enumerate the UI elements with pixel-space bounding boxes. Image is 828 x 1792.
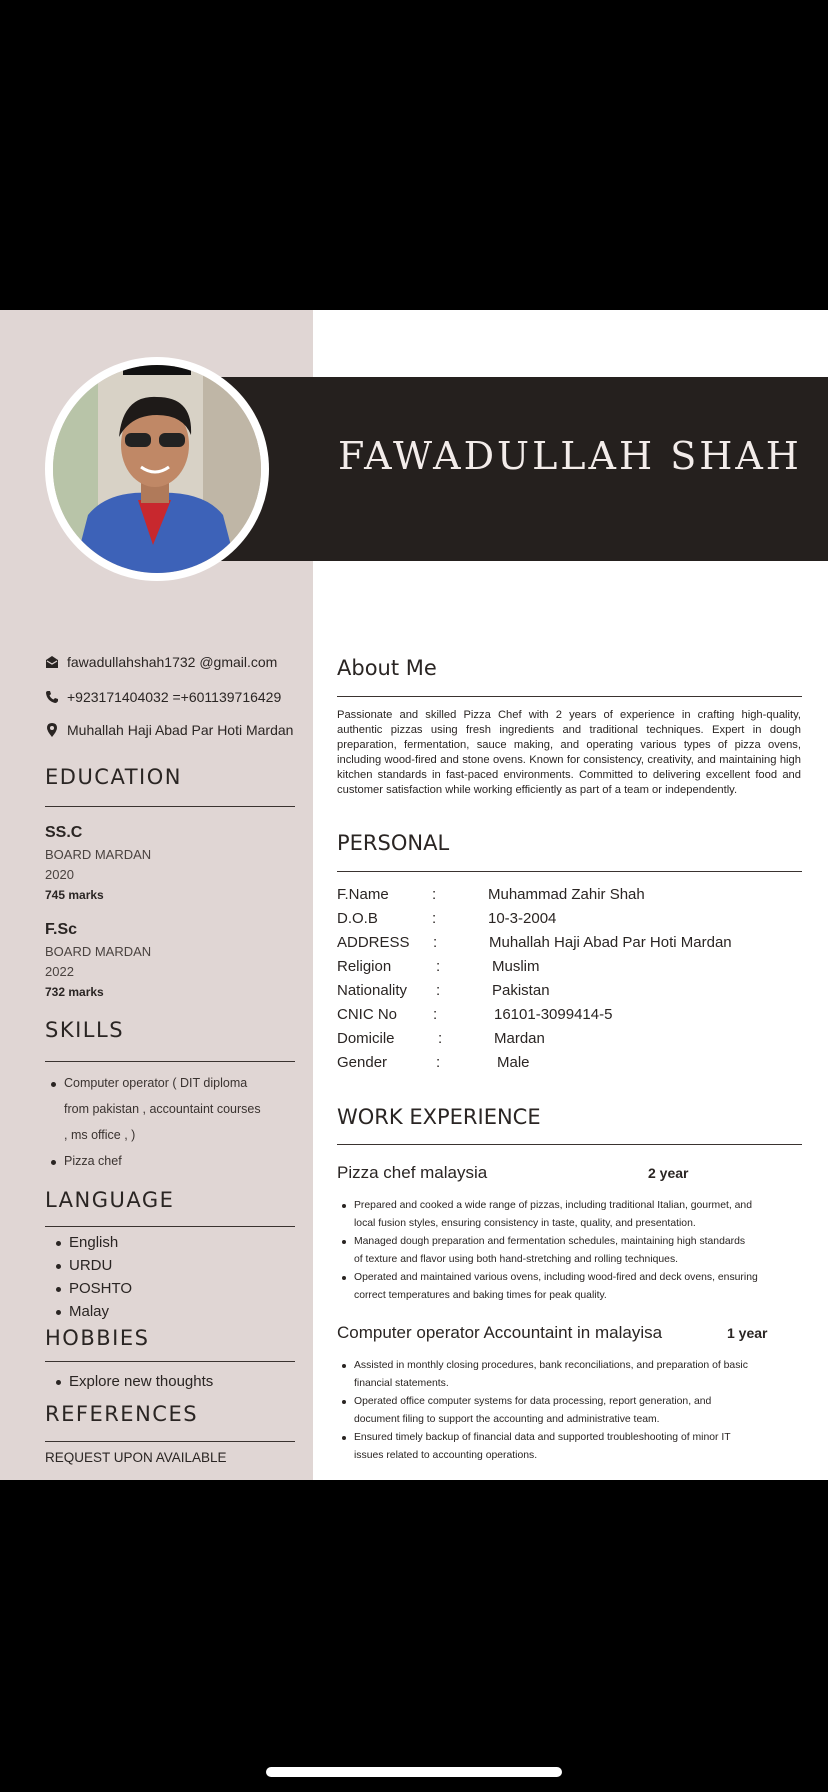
contact-phone[interactable]: [45, 689, 281, 705]
job-duration: 1 year: [727, 1325, 768, 1341]
personal-separator: :: [438, 1030, 443, 1047]
language-item: URDU: [69, 1257, 113, 1274]
references-divider: [45, 1441, 295, 1442]
location-pin-icon: [45, 723, 59, 737]
contact-email[interactable]: [45, 654, 277, 670]
bullet-line: Operated office computer systems for data processing, report generation, and: [354, 1396, 712, 1407]
job-title: Computer operator Accountaint in malayisa: [337, 1323, 663, 1342]
bullet-line: correct temperatures and baking times for peak quality.: [354, 1290, 607, 1301]
bullet-line: issues related to accounting operations.: [354, 1450, 538, 1461]
job-title: Pizza chef malaysia: [337, 1163, 488, 1182]
phone-text: +923171404032 =+601139716429: [67, 689, 282, 705]
bullet-line: document filing to support the accounting and administrative team.: [354, 1414, 660, 1425]
work-divider: [337, 1144, 802, 1145]
work-heading: WORK EXPERIENCE: [337, 1105, 541, 1129]
skills-divider: [45, 1061, 295, 1062]
hobbies-heading: HOBBIES: [45, 1326, 150, 1350]
bullet-line: financial statements.: [354, 1378, 449, 1389]
home-indicator[interactable]: [266, 1767, 562, 1777]
bullet-line: Managed dough preparation and fermentation schedules, maintaining high standards: [354, 1236, 746, 1247]
job-bullet: [354, 1233, 804, 1269]
job-bullet: [354, 1269, 804, 1305]
personal-divider: [337, 871, 802, 872]
personal-label: CNIC No: [337, 1006, 398, 1023]
personal-separator: :: [433, 1006, 438, 1023]
profile-photo: [53, 365, 261, 573]
bullet-line: Prepared and cooked a wide range of pizzas, including traditional Italian, gourmet, and: [354, 1200, 752, 1211]
skill-item-line: , ms office , ): [64, 1128, 136, 1142]
education-heading: EDUCATION: [45, 765, 182, 789]
bullet-line: Assisted in monthly closing procedures, bank reconciliations, and preparation of basic: [354, 1360, 748, 1371]
personal-separator: :: [436, 958, 441, 975]
education-board: BOARD MARDAN: [45, 944, 152, 959]
personal-label: Nationality: [337, 982, 408, 999]
about-heading: About Me: [337, 656, 437, 680]
education-marks: 732 marks: [45, 985, 104, 999]
bullet-line: Operated and maintained various ovens, including wood-fired and deck ovens, ensuring: [354, 1272, 758, 1283]
contact-address: [45, 722, 293, 738]
about-text: Passionate and skilled Pizza Chef with 2 years of experience in crafting high-quality, authentic pizzas using fresh ingredients and traditional techniques. Expert in dough preparation, fermentation, sauce making, and operating various types of pizza ovens, including wood-fired and stone ovens. Known for consistency, creativity, and maintaining high kitchen standards in fast-paced environments. Committed to delivering excellent food and customer satisfaction while working efficiently as part of a team or independently.: [337, 709, 801, 796]
skill-item-line: from pakistan , accountaint courses: [64, 1102, 261, 1116]
skill-item: Pizza chef: [64, 1154, 122, 1168]
references-text: REQUEST UPON AVAILABLE: [45, 1450, 227, 1465]
email-text: fawadullahshah1732 @gmail.com: [67, 654, 278, 670]
job-bullet: [354, 1357, 804, 1393]
personal-value: 10-3-2004: [488, 910, 557, 927]
resume-document: [0, 310, 828, 1480]
personal-separator: :: [436, 982, 441, 999]
about-divider: [337, 696, 802, 697]
education-divider: [45, 806, 295, 807]
language-heading: LANGUAGE: [45, 1188, 175, 1212]
personal-value: 16101-3099414-5: [494, 1006, 613, 1023]
language-item: POSHTO: [69, 1280, 133, 1297]
education-board: BOARD MARDAN: [45, 847, 152, 862]
education-degree: F.Sc: [45, 921, 78, 938]
hobbies-divider: [45, 1361, 295, 1362]
personal-value: Pakistan: [492, 982, 550, 999]
personal-value: Muhallah Haji Abad Par Hoti Mardan: [489, 934, 732, 951]
language-divider: [45, 1226, 295, 1227]
education-year: 2022: [45, 964, 74, 979]
job-bullet: [354, 1393, 804, 1429]
personal-label: Religion: [337, 958, 392, 975]
education-degree: SS.C: [45, 824, 83, 841]
personal-label: D.O.B: [337, 910, 378, 927]
education-year: 2020: [45, 867, 74, 882]
job-bullet: [354, 1197, 804, 1233]
personal-separator: :: [432, 886, 437, 903]
references-heading: REFERENCES: [45, 1402, 199, 1426]
personal-value: Male: [497, 1054, 530, 1071]
personal-separator: :: [433, 934, 438, 951]
personal-label: Gender: [337, 1054, 388, 1071]
personal-value: Muslim: [492, 958, 540, 975]
personal-label: ADDRESS: [337, 934, 410, 951]
skill-item: Computer operator ( DIT diploma: [64, 1076, 248, 1090]
personal-value: Muhammad Zahir Shah: [488, 886, 645, 903]
personal-separator: :: [436, 1054, 441, 1071]
skills-heading: SKILLS: [45, 1018, 125, 1042]
education-marks: 745 marks: [45, 888, 104, 902]
bullet-line: local fusion styles, ensuring consistency in taste, quality, and presentation.: [354, 1218, 696, 1229]
personal-separator: :: [432, 910, 437, 927]
language-item: Malay: [69, 1303, 110, 1320]
job-duration: 2 year: [648, 1165, 689, 1181]
candidate-name: FAWADULLAH SHAH: [338, 434, 802, 478]
personal-label: F.Name: [337, 886, 389, 903]
personal-heading: PERSONAL: [337, 831, 450, 855]
language-item: English: [69, 1234, 119, 1251]
bullet-line: Ensured timely backup of financial data and supported troubleshooting of minor IT: [354, 1432, 731, 1443]
address-text: Muhallah Haji Abad Par Hoti Mardan: [67, 722, 294, 738]
bullet-line: of texture and flavor using both hand-stretching and rolling techniques.: [354, 1254, 679, 1265]
phone-icon: [45, 690, 59, 704]
hobby-item: Explore new thoughts: [69, 1373, 214, 1390]
personal-value: Mardan: [494, 1030, 545, 1047]
job-bullet: [354, 1429, 804, 1465]
personal-label: Domicile: [337, 1030, 395, 1047]
envelope-icon: [45, 655, 59, 669]
